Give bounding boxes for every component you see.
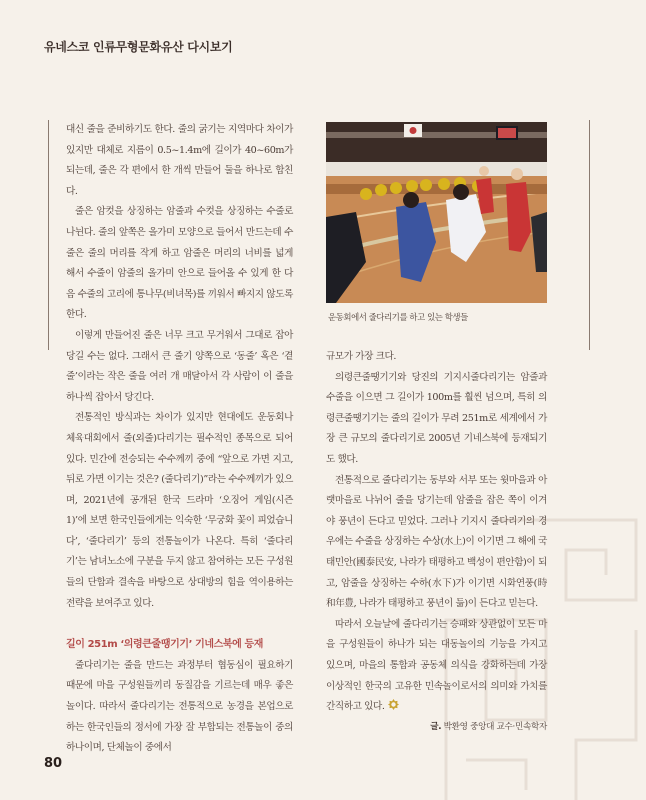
paragraph: 전통적으로 줄다리기는 동부와 서부 또는 윗마을과 아랫마을로 나뉘어 줄을 당기는데 암줄을 잡은 쪽이 이겨야 풍년이 든다고 믿었다. 그러나 기지시 줄다리기의 경우에는 수줄을 상징하는 수상(水上)이 이기면 그 해에 국태민안(國泰民安, 나라가 태평하고 백성이 편안함)이 되고, 암줄을 상징하는 수하(水下)가 이기면 시화연풍(時和年豊, 나라가 태평하고 풍년이 듦)이 든다고 믿는다. [326,474,547,610]
credit-label: 글. [430,721,442,732]
paragraph: 줄다리기는 줄을 만드는 과정부터 협동심이 필요하기 때문에 마을 구성원들끼리 동질감을 기르는데 매우 좋은 놀이다. 따라서 줄다리기는 전통적으로 농경을 본업으로 하는 한국인들의 정서에 가장 잘 부합되는 전통놀이 중의 하나이며, 단체놀이 중에서 [66,659,293,754]
magazine-section-title: 유네스코 인류무형문화유산 다시보기 [44,40,233,54]
paragraph: 줄은 암컷을 상징하는 암줄과 수컷을 상징하는 수줄로 나뉜다. 줄의 앞쪽은 올가미 모양으로 들어서 만드는데 수줄은 줄의 머리를 작게 하고 암줄은 머리의 너비를 넓게 해서 수줄이 암줄의 올가미 안으로 들어올 수 있게 한 다음 수줄의 고리에 통나무(비녀목)를 끼워서 빠지지 않도록 한다. [66,206,293,321]
end-mark-icon [388,699,399,710]
photo-illustration [326,122,547,303]
paragraph: 대신 줄을 준비하기도 한다. 줄의 굵기는 지역마다 차이가 있지만 대체로 지름이 0.5~1.4m에 길이가 40~60m가 되는데, 줄은 각 편에서 한 개씩 만들어 둘을 하나로 합친다. [66,124,293,197]
paragraph: 따라서 오늘날에 줄다리기는 승패와 상관없이 모든 마을 구성원들이 하나가 되는 대동놀이의 기능을 가지고 있으며, 마을의 통합과 공동체 의식을 강화하는데 가장 이상적인 한국의 고유한 민속놀이로서의 의미와 가치를 간직하고 있다. [326,618,547,713]
paragraph: 의령큰줄땡기기와 당진의 기지시줄다리기는 암줄과 수줄을 이으면 그 길이가 100m를 훨씬 넘으며, 특히 의령큰줄땡기기는 줄의 길이가 무려 251m로 세계에서 가장 큰 규모의 줄다리기로 2005년 기네스북에 등재되기도 했다. [326,371,547,465]
right-margin-rule [589,120,590,350]
left-text-column [66,120,293,759]
photo-caption: 운동회에서 줄다리기를 하고 있는 학생들 [328,312,468,322]
credit-name: 박환영 중앙대 교수·민속학자 [443,721,547,732]
left-margin-rule [48,120,49,350]
paragraph: 이렇게 만들어진 줄은 너무 크고 무거워서 그대로 잡아당길 수는 없다. 그래서 큰 줄기 양쪽으로 ‘동줄’ 혹은 ‘곁줄’이라는 작은 줄을 여러 개 매달아서 각 사람이 이 줄을 하나씩 잡아서 당긴다. [66,329,293,403]
paragraph: 전통적인 방식과는 차이가 있지만 현대에도 운동회나 체육대회에서 줄(외줄)다리기는 필수적인 종목으로 되어 있다. 민간에 전승되는 수수께끼 중에 “앞으로 가면 지고, 뒤로 가면 이기는 것은? (줄다리기)”라는 수수께끼가 있으며, 2021년에 공개된 한국 드라마 ‘오징어 게임(시즌 1)’에 보면 한국인들에게는 익숙한 ‘무궁화 꽃이 피었습니다’, ‘줄다리기’ 등의 전통놀이가 나온다. 특히 ‘줄다리기’는 남녀노소에 구분을 두지 않고 참여하는 모든 구성원들의 단합과 결속을 바탕으로 상대방의 힘을 역이용하는 전략을 보여주고 있다. [66,412,293,609]
tug-of-war-photo [326,122,547,303]
paragraph: 규모가 가장 크다. [326,351,397,362]
section-heading: 길이 251m ‘의령큰줄땡기기’ 기네스북에 등재 [66,639,263,651]
decorative-fret-pattern [436,500,646,800]
page-number: 80 [44,756,63,771]
